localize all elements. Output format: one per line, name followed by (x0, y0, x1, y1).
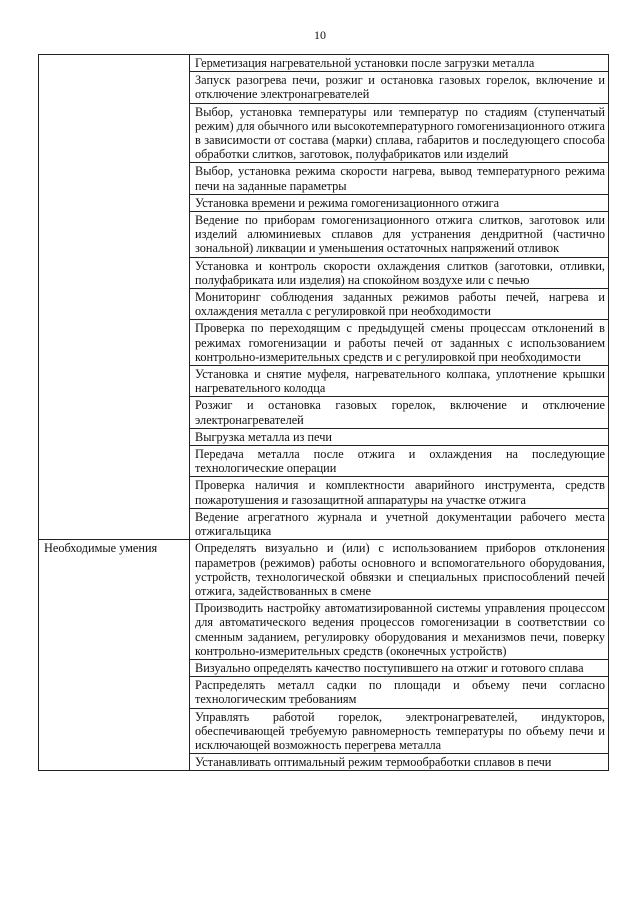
labor-action-cell: Запуск разогрева печи, розжиг и остановка газовых горелок, включение и отключение электронагревателей (190, 72, 609, 103)
skill-cell: Устанавливать оптимальный режим термообработки сплавов в печи (190, 754, 609, 771)
labor-action-cell: Выбор, установка режима скорости нагрева, вывод температурного режима печи на заданные параметры (190, 163, 609, 194)
labor-action-cell: Выгрузка металла из печи (190, 428, 609, 445)
labor-action-cell: Ведение по приборам гомогенизационного отжига слитков, заготовок или изделий алюминиевых сплавов для устранения дендритной (частично зональной) ликвации и уменьшения остаточных напряжений отливок (190, 212, 609, 258)
requirements-table (38, 54, 609, 771)
labor-action-cell: Проверка наличия и комплектности аварийного инструмента, средств пожаротушения и газозащитной аппаратуры на участке отжига (190, 477, 609, 508)
table-row (39, 540, 609, 600)
labor-action-cell: Герметизация нагревательной установки после загрузки металла (190, 55, 609, 72)
labor-action-cell: Выбор, установка температуры или температур по стадиям (ступенчатый режим) для обычного или высокотемпературного гомогенизационного отжига в зависимости от состава (марки) сплава, габаритов и последующего способа обработки слитков, заготовок, полуфабрикатов или изделий (190, 103, 609, 163)
skill-cell: Распределять металл садки по площади и объему печи согласно технологическим требованиям (190, 677, 609, 708)
skill-cell: Определять визуально и (или) с использованием приборов отклонения параметров (режимов) работы основного и вспомогательного оборудования, устройств, технологической обвязки и специальных приспособлений печей отжига, задействованных в смене (190, 540, 609, 600)
skill-cell: Производить настройку автоматизированной системы управления процессом для автоматического ведения процессов гомогенизации в соответствии со сменным заданием, регулировку оборудования и механизмов печи, поверку контрольно-измерительных средств (оконечных устройств) (190, 600, 609, 660)
labor-action-cell: Установка и контроль скорости охлаждения слитков (заготовки, отливки, полуфабриката или изделия) на спокойном воздухе или с печью (190, 257, 609, 288)
labor-action-cell: Передача металла после отжига и охлаждения на последующие технологические операции (190, 446, 609, 477)
labor-action-cell: Проверка по переходящим с предыдущей смены процессам отклонений в режимах гомогенизации и работы печей от заданных с использованием контрольно-измерительных средств и с регулировкой при необходимости (190, 320, 609, 366)
skill-cell: Управлять работой горелок, электронагревателей, индукторов, обеспечивающей требуемую равномерность температуры по объему печи и исключающей возможность перегрева металла (190, 708, 609, 754)
table-row (39, 55, 609, 72)
labor-action-cell: Розжиг и остановка газовых горелок, включение и отключение электронагревателей (190, 397, 609, 428)
labor-action-cell: Установка времени и режима гомогенизационного отжига (190, 194, 609, 211)
labor-action-cell: Установка и снятие муфеля, нагревательного колпака, уплотнение крышки нагревательного колодца (190, 366, 609, 397)
labor-action-cell: Мониторинг соблюдения заданных режимов работы печей, нагрева и охлаждения металла с регулировкой при необходимости (190, 289, 609, 320)
skills-label: Необходимые умения (39, 540, 190, 771)
empty-label-cell (39, 55, 190, 540)
labor-action-cell: Ведение агрегатного журнала и учетной документации рабочего места отжигальщика (190, 508, 609, 539)
page-number: 10 (314, 28, 326, 42)
skill-cell: Визуально определять качество поступившего на отжиг и готового сплава (190, 659, 609, 676)
